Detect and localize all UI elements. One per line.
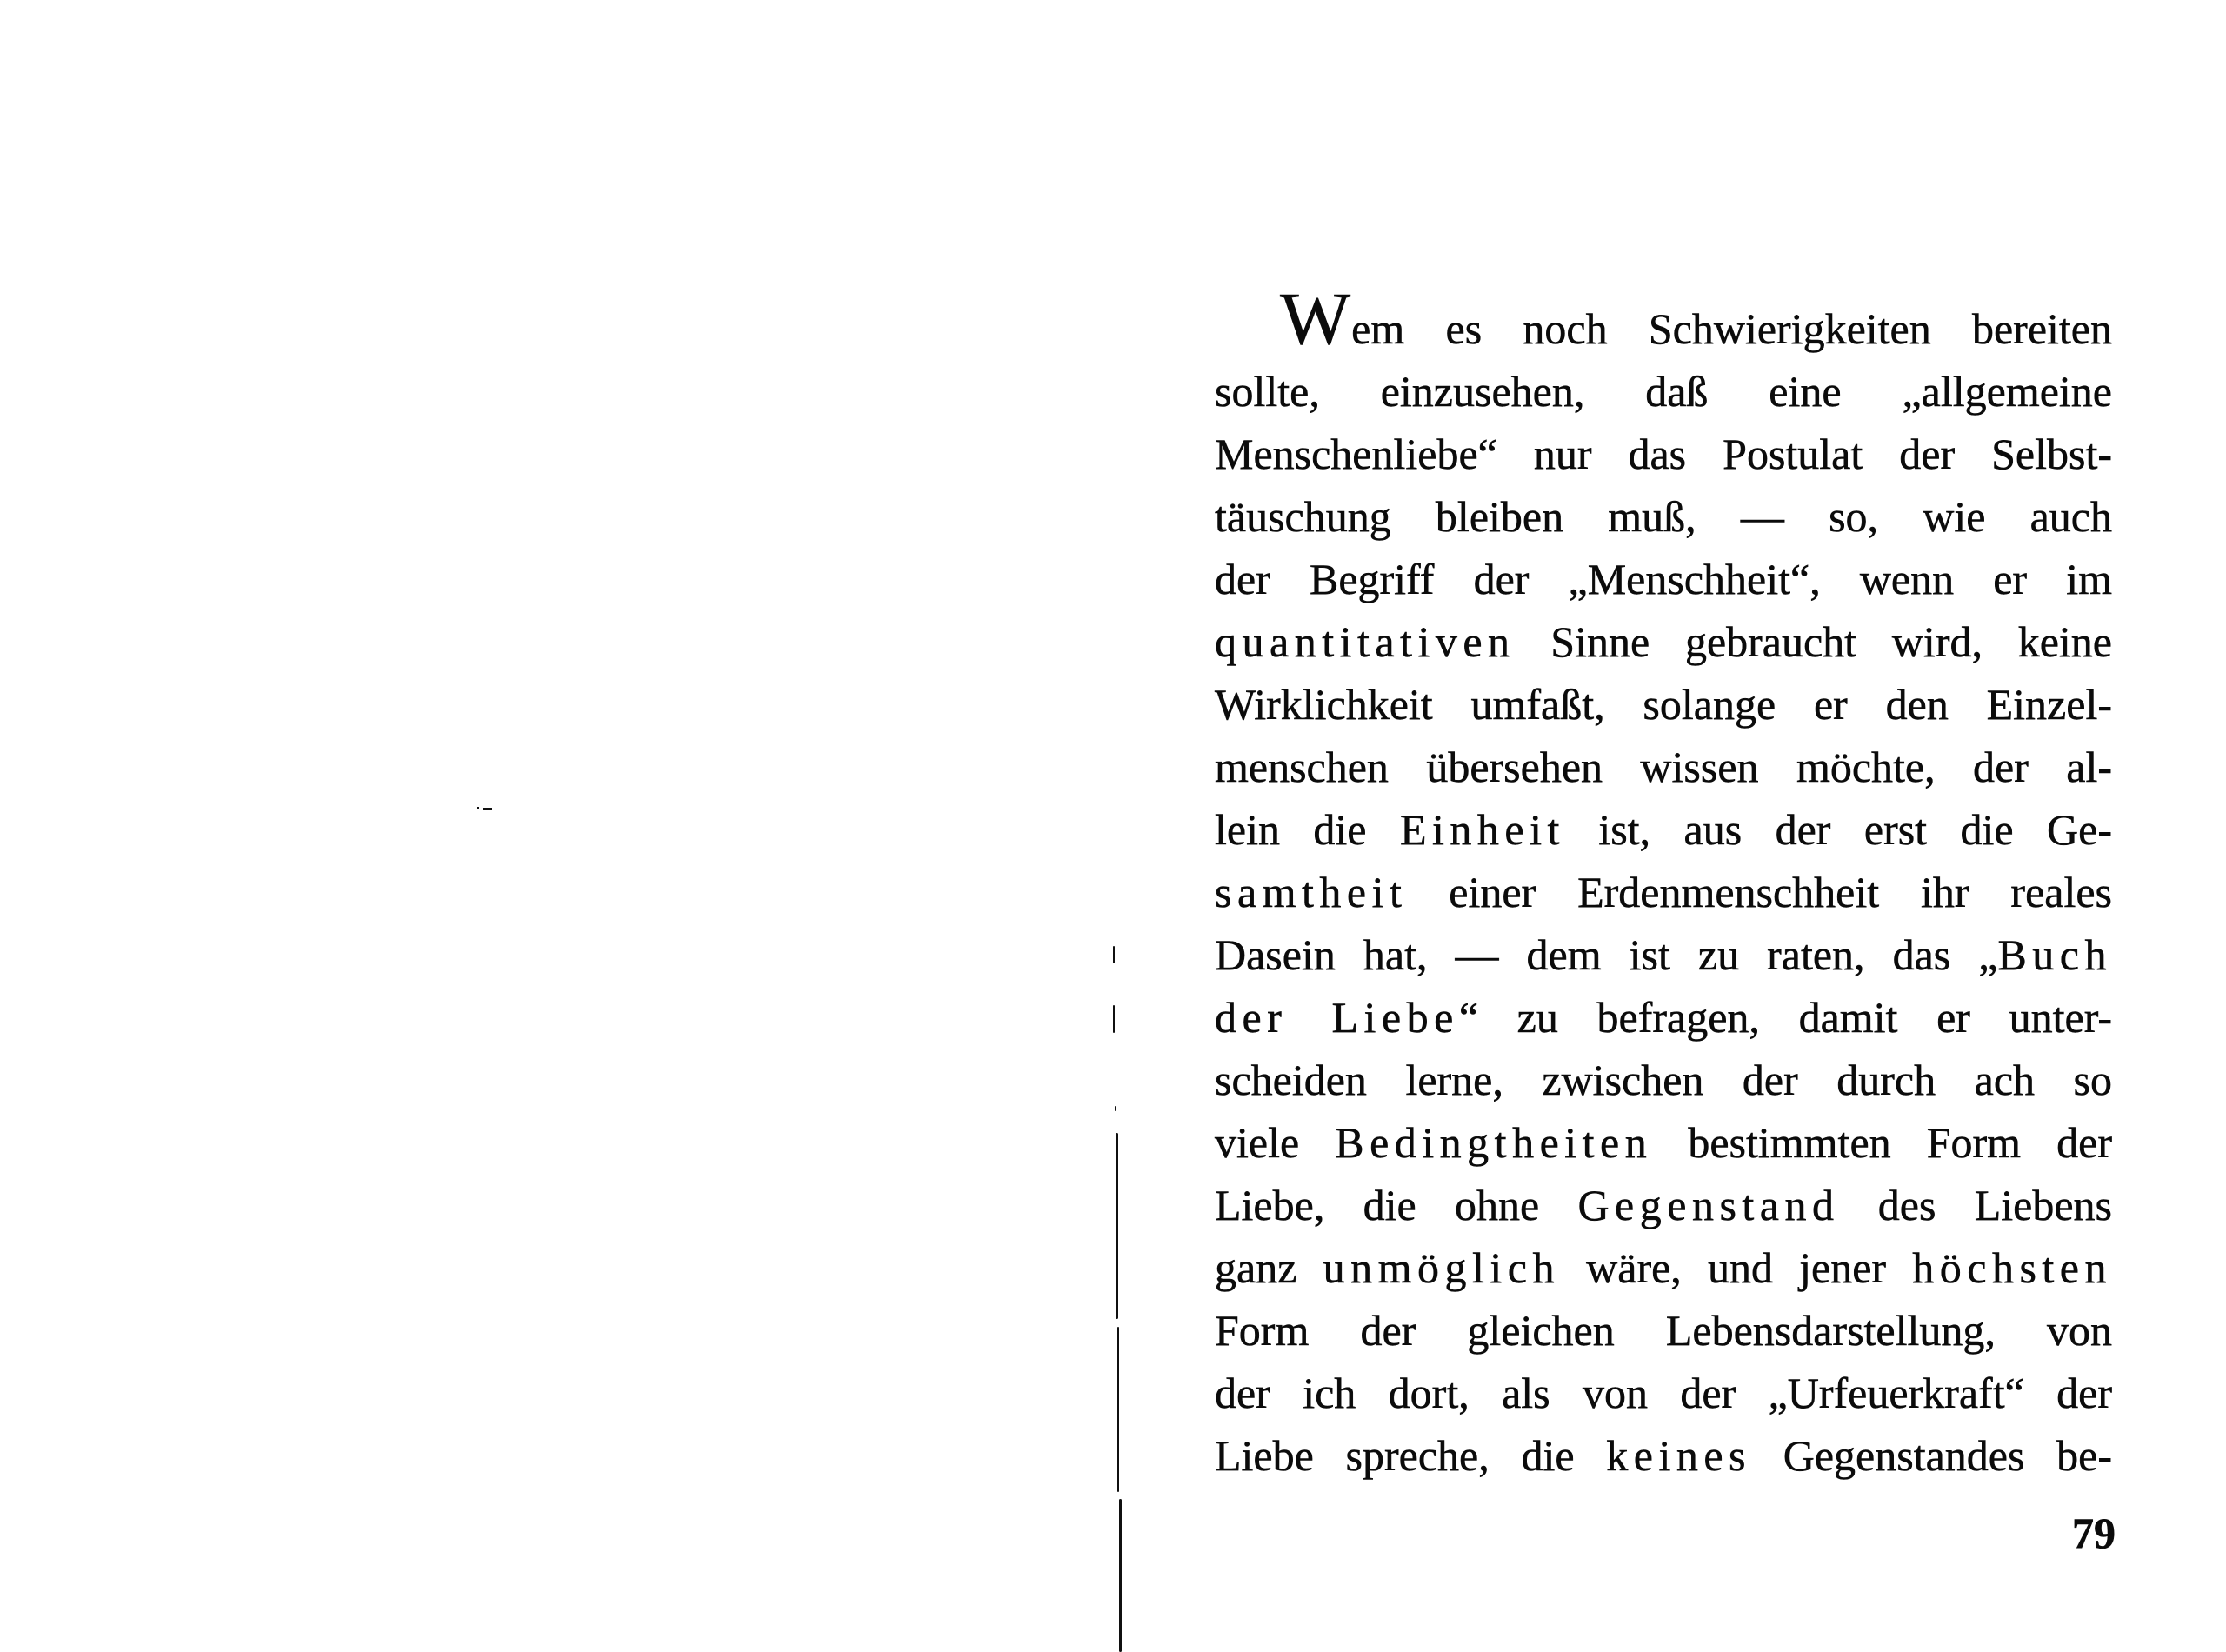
letterspaced-emphasis: keines	[1606, 1431, 1752, 1480]
letterspaced-emphasis: unmöglich	[1323, 1243, 1560, 1292]
text-segment: ist, aus der erst die Ge-	[1564, 805, 2112, 854]
text-segment: lein die	[1215, 805, 1400, 854]
scan-gutter-line-segment	[1115, 1106, 1116, 1111]
text-line	[1215, 548, 2112, 610]
text-line	[1215, 986, 2112, 1049]
text-line	[1215, 423, 2112, 485]
scan-gutter-line-segment	[1116, 1133, 1118, 1319]
text-segment: scheiden lerne, zwischen der durch ach so	[1215, 1056, 2112, 1104]
text-segment: einer Erdenmenschheit ihr reales	[1407, 868, 2112, 916]
text-line	[1215, 1424, 2112, 1487]
text-segment: Liebe, die ohne	[1215, 1181, 1578, 1229]
text-line	[1215, 610, 2112, 673]
text-line	[1215, 485, 2112, 548]
text-segment: des Liebens	[1839, 1181, 2112, 1229]
text-segment: Form der gleichen Lebensdarstellung, von	[1215, 1306, 2112, 1355]
text-segment: sollte, einzusehen, daß eine „allgemeine	[1215, 367, 2112, 416]
scan-speck	[483, 808, 492, 810]
text-line	[1215, 923, 2112, 986]
text-segment: Wirklichkeit umfaßt, solange er den Einzel-	[1215, 680, 2112, 729]
scan-gutter-line-segment	[1117, 1327, 1119, 1492]
text-segment: Gegenstandes be-	[1751, 1431, 2113, 1480]
text-segment: Menschenliebe“ nur das Postulat der Selbst-	[1215, 430, 2112, 478]
text-line	[1215, 1049, 2112, 1111]
text-line	[1215, 1299, 2112, 1362]
text-line	[1215, 673, 2112, 736]
text-segment: der Begriff der „Menschheit“, wenn er im	[1215, 555, 2112, 603]
letterspaced-emphasis: quantitativen	[1215, 617, 1516, 666]
text-segment: viele	[1215, 1118, 1336, 1167]
letterspaced-emphasis: Buch	[1997, 930, 2112, 979]
paragraph-initial-capital: W	[1280, 276, 1352, 360]
letterspaced-emphasis: Einheit	[1399, 805, 1565, 854]
letterspaced-emphasis: höchsten	[1912, 1243, 2112, 1292]
text-segment: Sinne gebraucht wird, keine	[1515, 617, 2112, 666]
text-line	[1215, 1236, 2112, 1299]
text-line	[1215, 360, 2112, 423]
text-segment: em es noch Schwierigkeiten bereiten	[1351, 304, 2112, 353]
text-line	[1215, 276, 2112, 360]
text-segment: Liebe spreche, die	[1215, 1431, 1607, 1480]
text-segment: bestimmten Form der	[1652, 1118, 2112, 1167]
text-segment: täuschung bleiben muß, — so, wie auch	[1215, 492, 2112, 541]
text-segment: Dasein hat, — dem ist zu raten, das „	[1215, 930, 1998, 979]
text-line	[1215, 798, 2112, 861]
text-segment: der ich dort, als von der „Urfeuerkraft“ der	[1215, 1369, 2112, 1417]
text-line	[1215, 1362, 2112, 1424]
text-line	[1215, 861, 2112, 923]
letterspaced-emphasis: der Liebe	[1215, 993, 1459, 1042]
text-segment: wäre, und jener	[1559, 1243, 1913, 1292]
letterspaced-emphasis: Gegenstand	[1577, 1181, 1840, 1229]
text-segment: ganz	[1215, 1243, 1323, 1292]
page-number: 79	[2072, 1509, 2116, 1557]
scan-gutter-line-segment	[1119, 1499, 1122, 1652]
letterspaced-emphasis: Bedingtheiten	[1335, 1118, 1653, 1167]
scan-gutter-line-segment	[1113, 946, 1115, 963]
text-line	[1215, 1111, 2112, 1174]
scan-speck	[477, 807, 479, 809]
letterspaced-emphasis: samtheit	[1215, 868, 1408, 916]
scan-gutter-line-segment	[1113, 1005, 1115, 1033]
text-segment: menschen übersehen wissen möchte, der al-	[1215, 743, 2112, 791]
text-line	[1215, 1174, 2112, 1236]
text-line	[1215, 736, 2112, 798]
body-text	[1215, 276, 2113, 1487]
text-segment: “ zu befragen, damit er unter-	[1458, 993, 2112, 1042]
